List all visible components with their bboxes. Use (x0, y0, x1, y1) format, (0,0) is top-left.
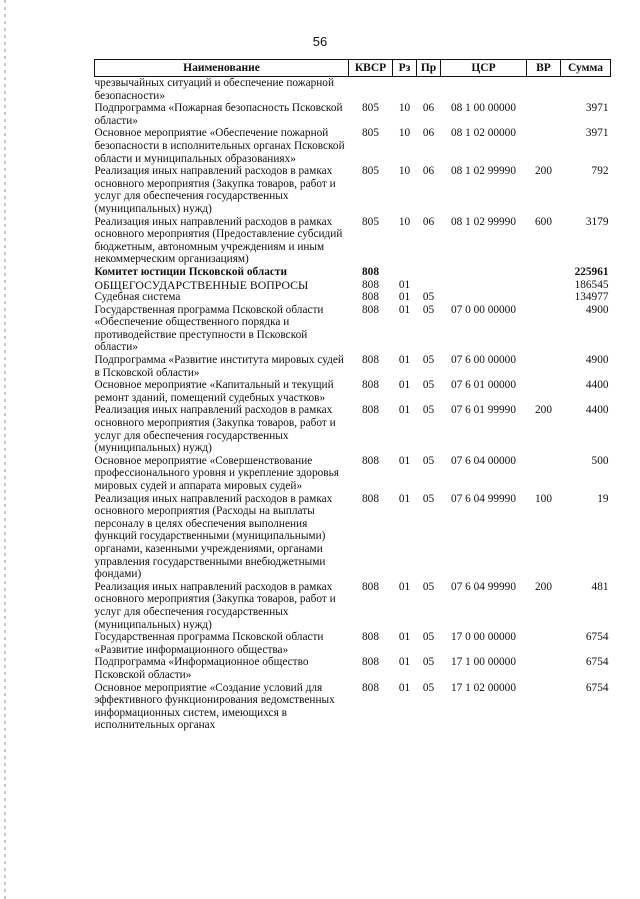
cell-kvsr (349, 77, 393, 103)
cell-name: Подпрограмма «Развитие института мировых судей в Псковской области» (94, 354, 344, 379)
cell-sum: 19 (597, 492, 609, 505)
cell-kvsr: 805 (362, 127, 379, 140)
cell-rz: 01 (398, 303, 411, 316)
cell-rz: 01 (398, 580, 411, 593)
cell-csr: 08 1 02 99990 (451, 215, 516, 228)
cell-name: Подпрограмма «Информационное общество Псковской области» (94, 656, 309, 681)
cell-pr: 05 (422, 656, 435, 669)
cell-kvsr: 808 (362, 291, 379, 304)
cell-csr: 07 6 01 99990 (451, 404, 516, 417)
cell-sum: 6754 (585, 631, 609, 644)
cell-csr: 07 6 01 00000 (451, 379, 516, 392)
cell-name: Государственная программа Псковской области «Развитие информационного общества» (94, 631, 324, 656)
cell-pr: 05 (422, 379, 435, 392)
header-pr: Пр (417, 60, 441, 77)
header-name: Наименование (95, 60, 349, 77)
cell-pr: 05 (422, 303, 435, 316)
cell-kvsr: 805 (362, 102, 379, 115)
cell-kvsr: 808 (362, 580, 379, 593)
cell-vr (527, 682, 561, 732)
cell-name: Реализация иных направлений расходов в рамках основного мероприятия (Закупка товаров, работ и услуг для обеспечения государственных (муниципальных) нужд) (94, 165, 336, 215)
cell-csr (441, 291, 527, 304)
table-row (95, 216, 611, 266)
cell-vr (527, 266, 561, 279)
cell-rz: 01 (398, 404, 411, 417)
cell-csr: 07 6 04 99990 (451, 580, 516, 593)
cell-csr: 08 1 02 00000 (451, 127, 516, 140)
cell-pr: 06 (422, 215, 435, 228)
cell-name: Комитет юстиции Псковской области (94, 265, 287, 278)
cell-rz: 01 (398, 354, 411, 367)
cell-kvsr: 808 (362, 656, 379, 669)
cell-sum: 4900 (585, 303, 609, 316)
table-row (95, 581, 611, 631)
cell-csr: 07 0 00 00000 (451, 303, 516, 316)
table-row (95, 279, 611, 292)
cell-kvsr: 808 (362, 492, 379, 505)
cell-vr (527, 656, 561, 681)
cell-rz: 10 (398, 127, 411, 140)
cell-sum: 4900 (585, 354, 609, 367)
cell-vr (527, 279, 561, 292)
cell-csr: 17 1 02 00000 (451, 681, 516, 694)
cell-pr: 06 (422, 127, 435, 140)
table-row (95, 291, 611, 304)
cell-vr: 200 (535, 580, 552, 593)
table-row (95, 304, 611, 354)
table-row (95, 127, 611, 165)
budget-table (94, 59, 611, 732)
cell-vr (527, 77, 561, 103)
cell-rz: 10 (398, 165, 411, 178)
header-csr: ЦСР (441, 60, 527, 77)
cell-sum: 792 (591, 165, 609, 178)
cell-sum: 134977 (574, 291, 609, 304)
cell-rz: 01 (398, 278, 411, 291)
table-row (95, 165, 611, 215)
cell-csr: 17 1 00 00000 (451, 656, 516, 669)
cell-pr: 05 (422, 404, 435, 417)
cell-sum: 6754 (585, 656, 609, 669)
table-header-row (95, 60, 611, 77)
cell-rz: 01 (398, 656, 411, 669)
cell-sum: 4400 (585, 404, 609, 417)
cell-csr (441, 266, 527, 279)
header-rz: Рз (393, 60, 417, 77)
cell-vr (527, 304, 561, 354)
cell-kvsr: 808 (362, 631, 379, 644)
cell-vr (527, 455, 561, 493)
cell-csr (441, 279, 527, 292)
cell-rz: 01 (398, 681, 411, 694)
cell-pr: 06 (422, 102, 435, 115)
page-number: 56 (312, 34, 328, 49)
header-vr: ВР (527, 60, 561, 77)
cell-sum: 4400 (585, 379, 609, 392)
cell-kvsr: 805 (362, 215, 379, 228)
cell-vr: 200 (535, 165, 552, 178)
cell-sum: 3179 (585, 215, 609, 228)
cell-sum: 6754 (585, 681, 609, 694)
cell-name: Реализация иных направлений расходов в рамках основного мероприятия (Закупка товаров, работ и услуг для обеспечения государственных (муниципальных) нужд) (94, 580, 336, 631)
cell-sum: 500 (591, 454, 609, 467)
cell-pr: 05 (422, 291, 435, 304)
cell-rz: 01 (398, 291, 411, 304)
cell-kvsr: 808 (362, 278, 379, 291)
cell-name: чрезвычайных ситуаций и обеспечение пожарной безопасности» (94, 77, 334, 102)
cell-name: Реализация иных направлений расходов в рамках основного мероприятия (Предоставление субсидий бюджетным, автономным учреждениям и иным некоммерческим организациям) (94, 215, 343, 266)
cell-kvsr: 808 (362, 454, 379, 467)
cell-rz: 10 (398, 102, 411, 115)
cell-rz (393, 266, 417, 279)
cell-name: ОБЩЕГОСУДАРСТВЕННЫЕ ВОПРОСЫ (94, 277, 309, 292)
cell-vr: 100 (535, 492, 552, 505)
table-row (95, 656, 611, 681)
cell-name: Основное мероприятие «Создание условий для эффективного функционирования ведомственных информационных систем, имеющихся в исполнительных органах (94, 681, 335, 732)
cell-kvsr: 808 (362, 681, 379, 694)
cell-kvsr: 805 (362, 165, 379, 178)
header-kvsr: КВСР (349, 60, 393, 77)
cell-pr: 05 (422, 354, 435, 367)
table-row (95, 77, 611, 103)
cell-rz: 01 (398, 379, 411, 392)
cell-name: Подпрограмма «Пожарная безопасность Псковской области» (94, 102, 343, 127)
cell-csr: 08 1 02 99990 (451, 165, 516, 178)
table-body (95, 77, 611, 732)
cell-csr: 08 1 00 00000 (451, 102, 516, 115)
cell-rz (393, 77, 417, 103)
cell-name: Реализация иных направлений расходов в рамках основного мероприятия (Закупка товаров, работ и услуг для обеспечения государственных (муниципальных) нужд) (94, 404, 336, 455)
cell-pr (417, 279, 441, 292)
cell-kvsr: 808 (362, 265, 379, 278)
cell-name: Основное мероприятие «Капитальный и текущий ремонт зданий, помещений судебных участков» (94, 379, 334, 404)
cell-csr: 07 6 04 00000 (451, 454, 516, 467)
cell-vr (527, 379, 561, 404)
table-row (95, 455, 611, 493)
cell-kvsr: 808 (362, 354, 379, 367)
table-row (95, 102, 611, 127)
cell-sum: 3971 (585, 127, 609, 140)
cell-kvsr: 808 (362, 303, 379, 316)
cell-sum: 3971 (585, 102, 609, 115)
cell-sum: 481 (591, 580, 609, 593)
cell-name: Реализация иных направлений расходов в рамках основного мероприятия (Расходы на выплаты персоналу в целях обеспечения выполнения функций государственными (муниципальными) органами, казенными учреждениями, органами управления государственными внебюджетными фондами) (94, 492, 333, 581)
cell-rz: 01 (398, 492, 411, 505)
cell-csr (441, 77, 527, 103)
cell-vr: 200 (535, 404, 552, 417)
cell-pr: 05 (422, 454, 435, 467)
cell-rz: 01 (398, 631, 411, 644)
cell-kvsr: 808 (362, 379, 379, 392)
cell-csr: 07 6 00 00000 (451, 354, 516, 367)
table-row (95, 404, 611, 454)
cell-name: Основное мероприятие «Обеспечение пожарной безопасности в исполнительных органах Псковской области и муниципальных образованиях» (94, 127, 345, 165)
table-row (95, 266, 611, 279)
cell-rz: 01 (398, 454, 411, 467)
cell-pr: 05 (422, 492, 435, 505)
cell-pr: 05 (422, 681, 435, 694)
cell-kvsr: 808 (362, 404, 379, 417)
scan-edge-artifact (4, 0, 6, 899)
table-row (95, 379, 611, 404)
cell-pr (417, 266, 441, 279)
table-row (95, 493, 611, 581)
cell-sum: 225961 (574, 265, 609, 278)
cell-pr (417, 77, 441, 103)
cell-name: Основное мероприятие «Совершенствование профессионального уровня и укрепление здоровья мировых судей и аппарата мировых судей» (94, 454, 339, 492)
cell-vr (527, 127, 561, 165)
table-row (95, 354, 611, 379)
cell-name: Судебная система (94, 291, 181, 304)
cell-sum: 186545 (574, 278, 609, 291)
cell-sum (561, 77, 611, 103)
cell-csr: 17 0 00 00000 (451, 631, 516, 644)
cell-rz: 10 (398, 215, 411, 228)
cell-pr: 05 (422, 631, 435, 644)
cell-name: Государственная программа Псковской области «Обеспечение общественного порядка и противодействие преступности в Псковской области» (94, 303, 324, 354)
cell-pr: 06 (422, 165, 435, 178)
header-sum: Сумма (561, 60, 611, 77)
cell-csr: 07 6 04 99990 (451, 492, 516, 505)
cell-vr (527, 631, 561, 656)
cell-vr (527, 102, 561, 127)
table-row (95, 682, 611, 732)
cell-vr (527, 354, 561, 379)
cell-vr: 600 (535, 215, 552, 228)
cell-pr: 05 (422, 580, 435, 593)
table-row (95, 631, 611, 656)
cell-vr (527, 291, 561, 304)
